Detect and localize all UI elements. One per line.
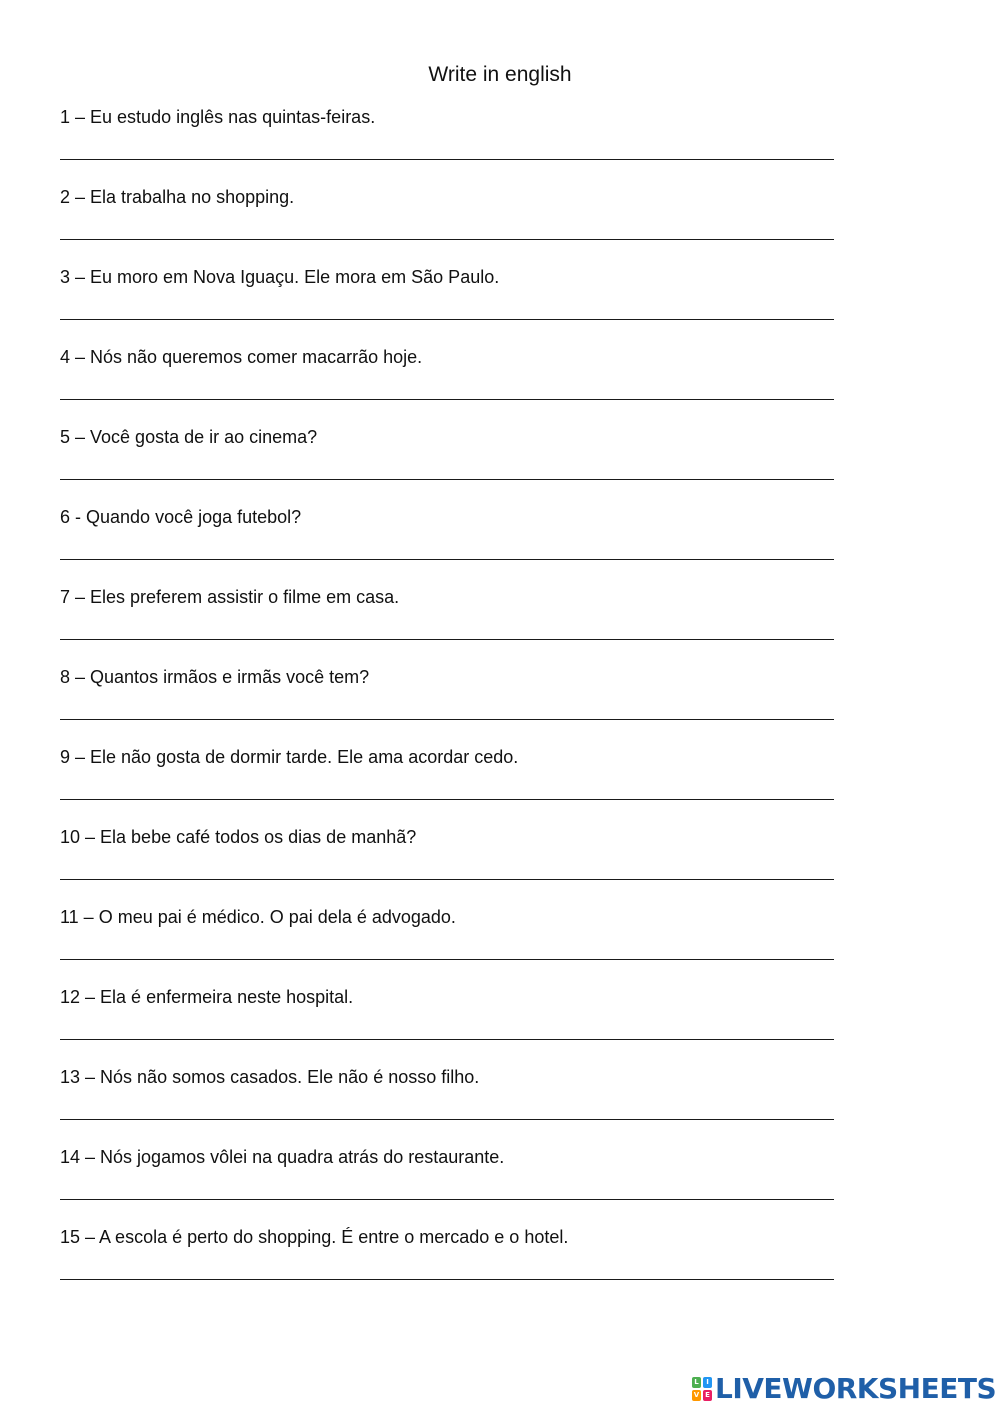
question-item — [60, 104, 835, 184]
question-text: 15 – A escola é perto do shopping. É entre o mercado e o hotel. — [60, 1227, 569, 1247]
question-item — [60, 824, 835, 904]
question-item — [60, 424, 835, 504]
answer-line[interactable] — [60, 1039, 834, 1040]
answer-line[interactable] — [60, 1119, 834, 1120]
answer-line[interactable] — [60, 799, 834, 800]
answer-line[interactable] — [60, 399, 834, 400]
question-text: 5 – Você gosta de ir ao cinema? — [60, 427, 318, 447]
answer-line[interactable] — [60, 1199, 834, 1200]
logo-letter-v: V — [693, 1391, 700, 1399]
question-item — [60, 184, 835, 264]
logo-letter-i: I — [703, 1377, 712, 1388]
question-item — [60, 984, 835, 1064]
question-text: 6 - Quando você joga futebol? — [60, 507, 302, 527]
question-item — [60, 1144, 835, 1224]
question-item — [60, 664, 835, 744]
answer-line[interactable] — [60, 239, 834, 240]
question-list — [60, 104, 835, 1304]
question-text: 1 – Eu estudo inglês nas quintas-feiras. — [60, 107, 376, 127]
question-item — [60, 904, 835, 984]
question-text: 3 – Eu moro em Nova Iguaçu. Ele mora em São Paulo. — [60, 267, 500, 287]
question-item — [60, 1064, 835, 1144]
answer-line[interactable] — [60, 639, 834, 640]
question-item — [60, 744, 835, 824]
question-text: 14 – Nós jogamos vôlei na quadra atrás do restaurante. — [60, 1147, 505, 1167]
question-text: 4 – Nós não queremos comer macarrão hoje. — [60, 347, 423, 367]
logo-letter-l: L — [692, 1377, 701, 1388]
question-text: 10 – Ela bebe café todos os dias de manhã? — [60, 827, 417, 847]
answer-line[interactable] — [60, 159, 834, 160]
answer-line[interactable] — [60, 959, 834, 960]
logo-text: LIVEWORKSHEETS — [715, 1372, 997, 1405]
question-item — [60, 504, 835, 584]
question-item — [60, 264, 835, 344]
logo-letter-e: E — [703, 1390, 712, 1401]
answer-line[interactable] — [60, 879, 834, 880]
answer-line[interactable] — [60, 319, 834, 320]
answer-line[interactable] — [60, 1279, 834, 1280]
question-text: 8 – Quantos irmãos e irmãs você tem? — [60, 667, 370, 687]
question-item — [60, 1224, 835, 1304]
question-item — [60, 344, 835, 424]
question-text: 7 – Eles preferem assistir o filme em casa. — [60, 587, 400, 607]
liveworksheets-logo — [692, 1373, 996, 1405]
worksheet-title: Write in english — [428, 63, 572, 86]
question-item — [60, 584, 835, 664]
question-text: 11 – O meu pai é médico. O pai dela é advogado. — [60, 907, 456, 927]
question-text: 9 – Ele não gosta de dormir tarde. Ele ama acordar cedo. — [60, 747, 519, 767]
question-text: 2 – Ela trabalha no shopping. — [60, 187, 295, 207]
logo-grid-icon — [692, 1377, 712, 1401]
question-text: 12 – Ela é enfermeira neste hospital. — [60, 987, 354, 1007]
answer-line[interactable] — [60, 479, 834, 480]
answer-line[interactable] — [60, 559, 834, 560]
answer-line[interactable] — [60, 719, 834, 720]
question-text: 13 – Nós não somos casados. Ele não é nosso filho. — [60, 1067, 480, 1087]
